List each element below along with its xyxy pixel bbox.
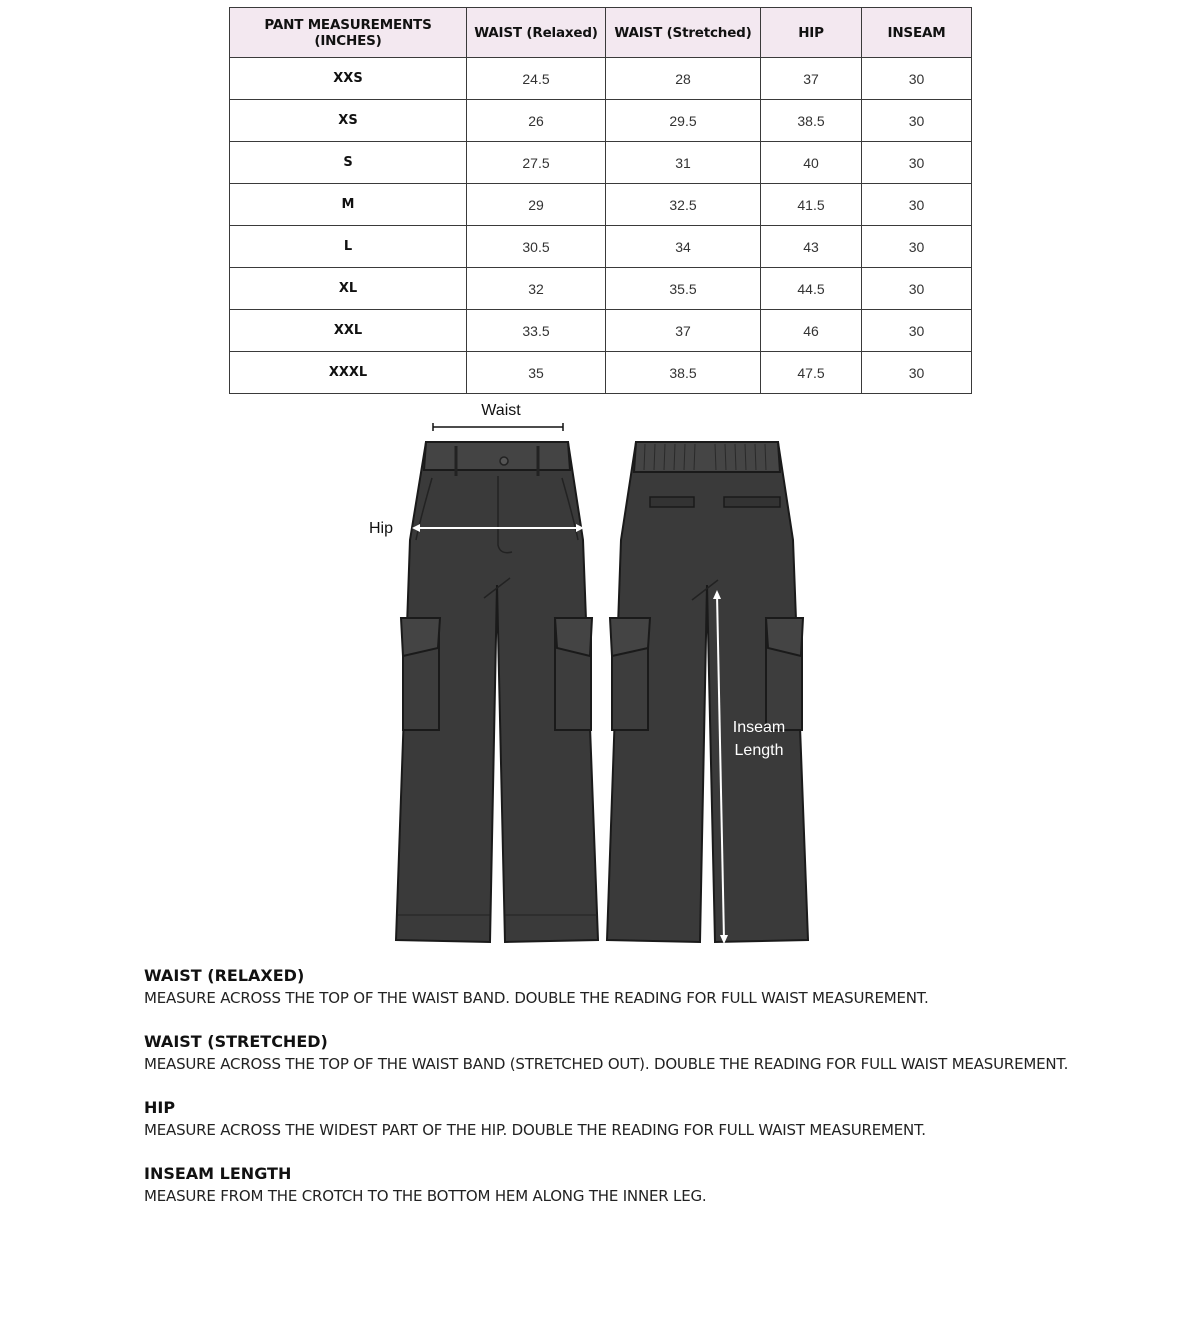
pants-measurement-illustration — [360, 396, 820, 968]
table-row — [230, 58, 972, 100]
inseam-cell: 30 — [862, 142, 972, 184]
waist-relaxed-cell: 32 — [467, 268, 606, 310]
size-cell: M — [230, 184, 467, 226]
waist-relaxed-cell: 30.5 — [467, 226, 606, 268]
size-cell: S — [230, 142, 467, 184]
inseam-cell: 30 — [862, 310, 972, 352]
waist-relaxed-cell: 26 — [467, 100, 606, 142]
waist-relaxed-cell: 33.5 — [467, 310, 606, 352]
waist-stretched-cell: 28 — [606, 58, 761, 100]
inseam-cell: 30 — [862, 58, 972, 100]
waist-relaxed-cell: 29 — [467, 184, 606, 226]
waist-stretched-cell: 38.5 — [606, 352, 761, 394]
table-row — [230, 352, 972, 394]
size-cell: XL — [230, 268, 467, 310]
back-pants-drawing — [607, 442, 808, 942]
note-text: MEASURE ACROSS THE TOP OF THE WAIST BAND. DOUBLE THE READING FOR FULL WAIST MEASUREMENT. — [144, 989, 929, 1007]
table-row — [230, 226, 972, 268]
hip-cell: 40 — [761, 142, 862, 184]
measurement-notes — [144, 965, 1144, 1229]
size-cell: XS — [230, 100, 467, 142]
table-row — [230, 268, 972, 310]
hip-cell: 44.5 — [761, 268, 862, 310]
waist-stretched-cell: 31 — [606, 142, 761, 184]
waist-stretched-cell: 34 — [606, 226, 761, 268]
note-text: MEASURE ACROSS THE TOP OF THE WAIST BAND (STRETCHED OUT). DOUBLE THE READING FOR FULL WAIST MEASUREMENT. — [144, 1055, 1069, 1073]
size-cell: XXXL — [230, 352, 467, 394]
note-title: WAIST (RELAXED) — [144, 966, 305, 985]
note-title: WAIST (STRETCHED) — [144, 1032, 328, 1051]
waist-stretched-cell: 35.5 — [606, 268, 761, 310]
table-row — [230, 310, 972, 352]
header-waist-stretched: WAIST (Stretched) — [606, 8, 761, 58]
waist-relaxed-cell: 35 — [467, 352, 606, 394]
waist-relaxed-cell: 27.5 — [467, 142, 606, 184]
waist-stretched-cell: 29.5 — [606, 100, 761, 142]
inseam-label-line2: Length — [734, 742, 784, 759]
size-chart-table — [229, 7, 972, 394]
note-text: MEASURE ACROSS THE WIDEST PART OF THE HIP. DOUBLE THE READING FOR FULL WAIST MEASUREMENT. — [144, 1121, 926, 1139]
note-waist-relaxed — [144, 965, 1144, 1009]
hip-cell: 37 — [761, 58, 862, 100]
inseam-label-line1: Inseam — [732, 719, 786, 736]
table-row — [230, 184, 972, 226]
hip-cell: 46 — [761, 310, 862, 352]
waist-label: Waist — [481, 402, 521, 419]
header-waist-relaxed: WAIST (Relaxed) — [467, 8, 606, 58]
waist-stretched-cell: 37 — [606, 310, 761, 352]
header-inseam: INSEAM — [862, 8, 972, 58]
inseam-cell: 30 — [862, 226, 972, 268]
waist-measure-line — [433, 423, 563, 431]
hip-cell: 41.5 — [761, 184, 862, 226]
hip-cell: 43 — [761, 226, 862, 268]
size-cell: L — [230, 226, 467, 268]
note-inseam-length — [144, 1163, 1144, 1207]
table-row — [230, 100, 972, 142]
inseam-cell: 30 — [862, 184, 972, 226]
note-waist-stretched — [144, 1031, 1144, 1075]
note-title: INSEAM LENGTH — [144, 1164, 292, 1183]
inseam-cell: 30 — [862, 100, 972, 142]
header-hip: HIP — [761, 8, 862, 58]
inseam-cell: 30 — [862, 268, 972, 310]
size-cell: XXL — [230, 310, 467, 352]
note-text: MEASURE FROM THE CROTCH TO THE BOTTOM HEM ALONG THE INNER LEG. — [144, 1187, 707, 1205]
hip-cell: 38.5 — [761, 100, 862, 142]
hip-cell: 47.5 — [761, 352, 862, 394]
table-header-row — [230, 8, 972, 58]
table-row — [230, 142, 972, 184]
front-pants-drawing — [396, 442, 598, 942]
waist-stretched-cell: 32.5 — [606, 184, 761, 226]
inseam-cell: 30 — [862, 352, 972, 394]
waist-relaxed-cell: 24.5 — [467, 58, 606, 100]
note-hip — [144, 1097, 1144, 1141]
note-title: HIP — [144, 1098, 176, 1117]
header-measurements: PANT MEASUREMENTS (INCHES) — [230, 8, 467, 58]
size-cell: XXS — [230, 58, 467, 100]
hip-label: Hip — [368, 520, 394, 537]
